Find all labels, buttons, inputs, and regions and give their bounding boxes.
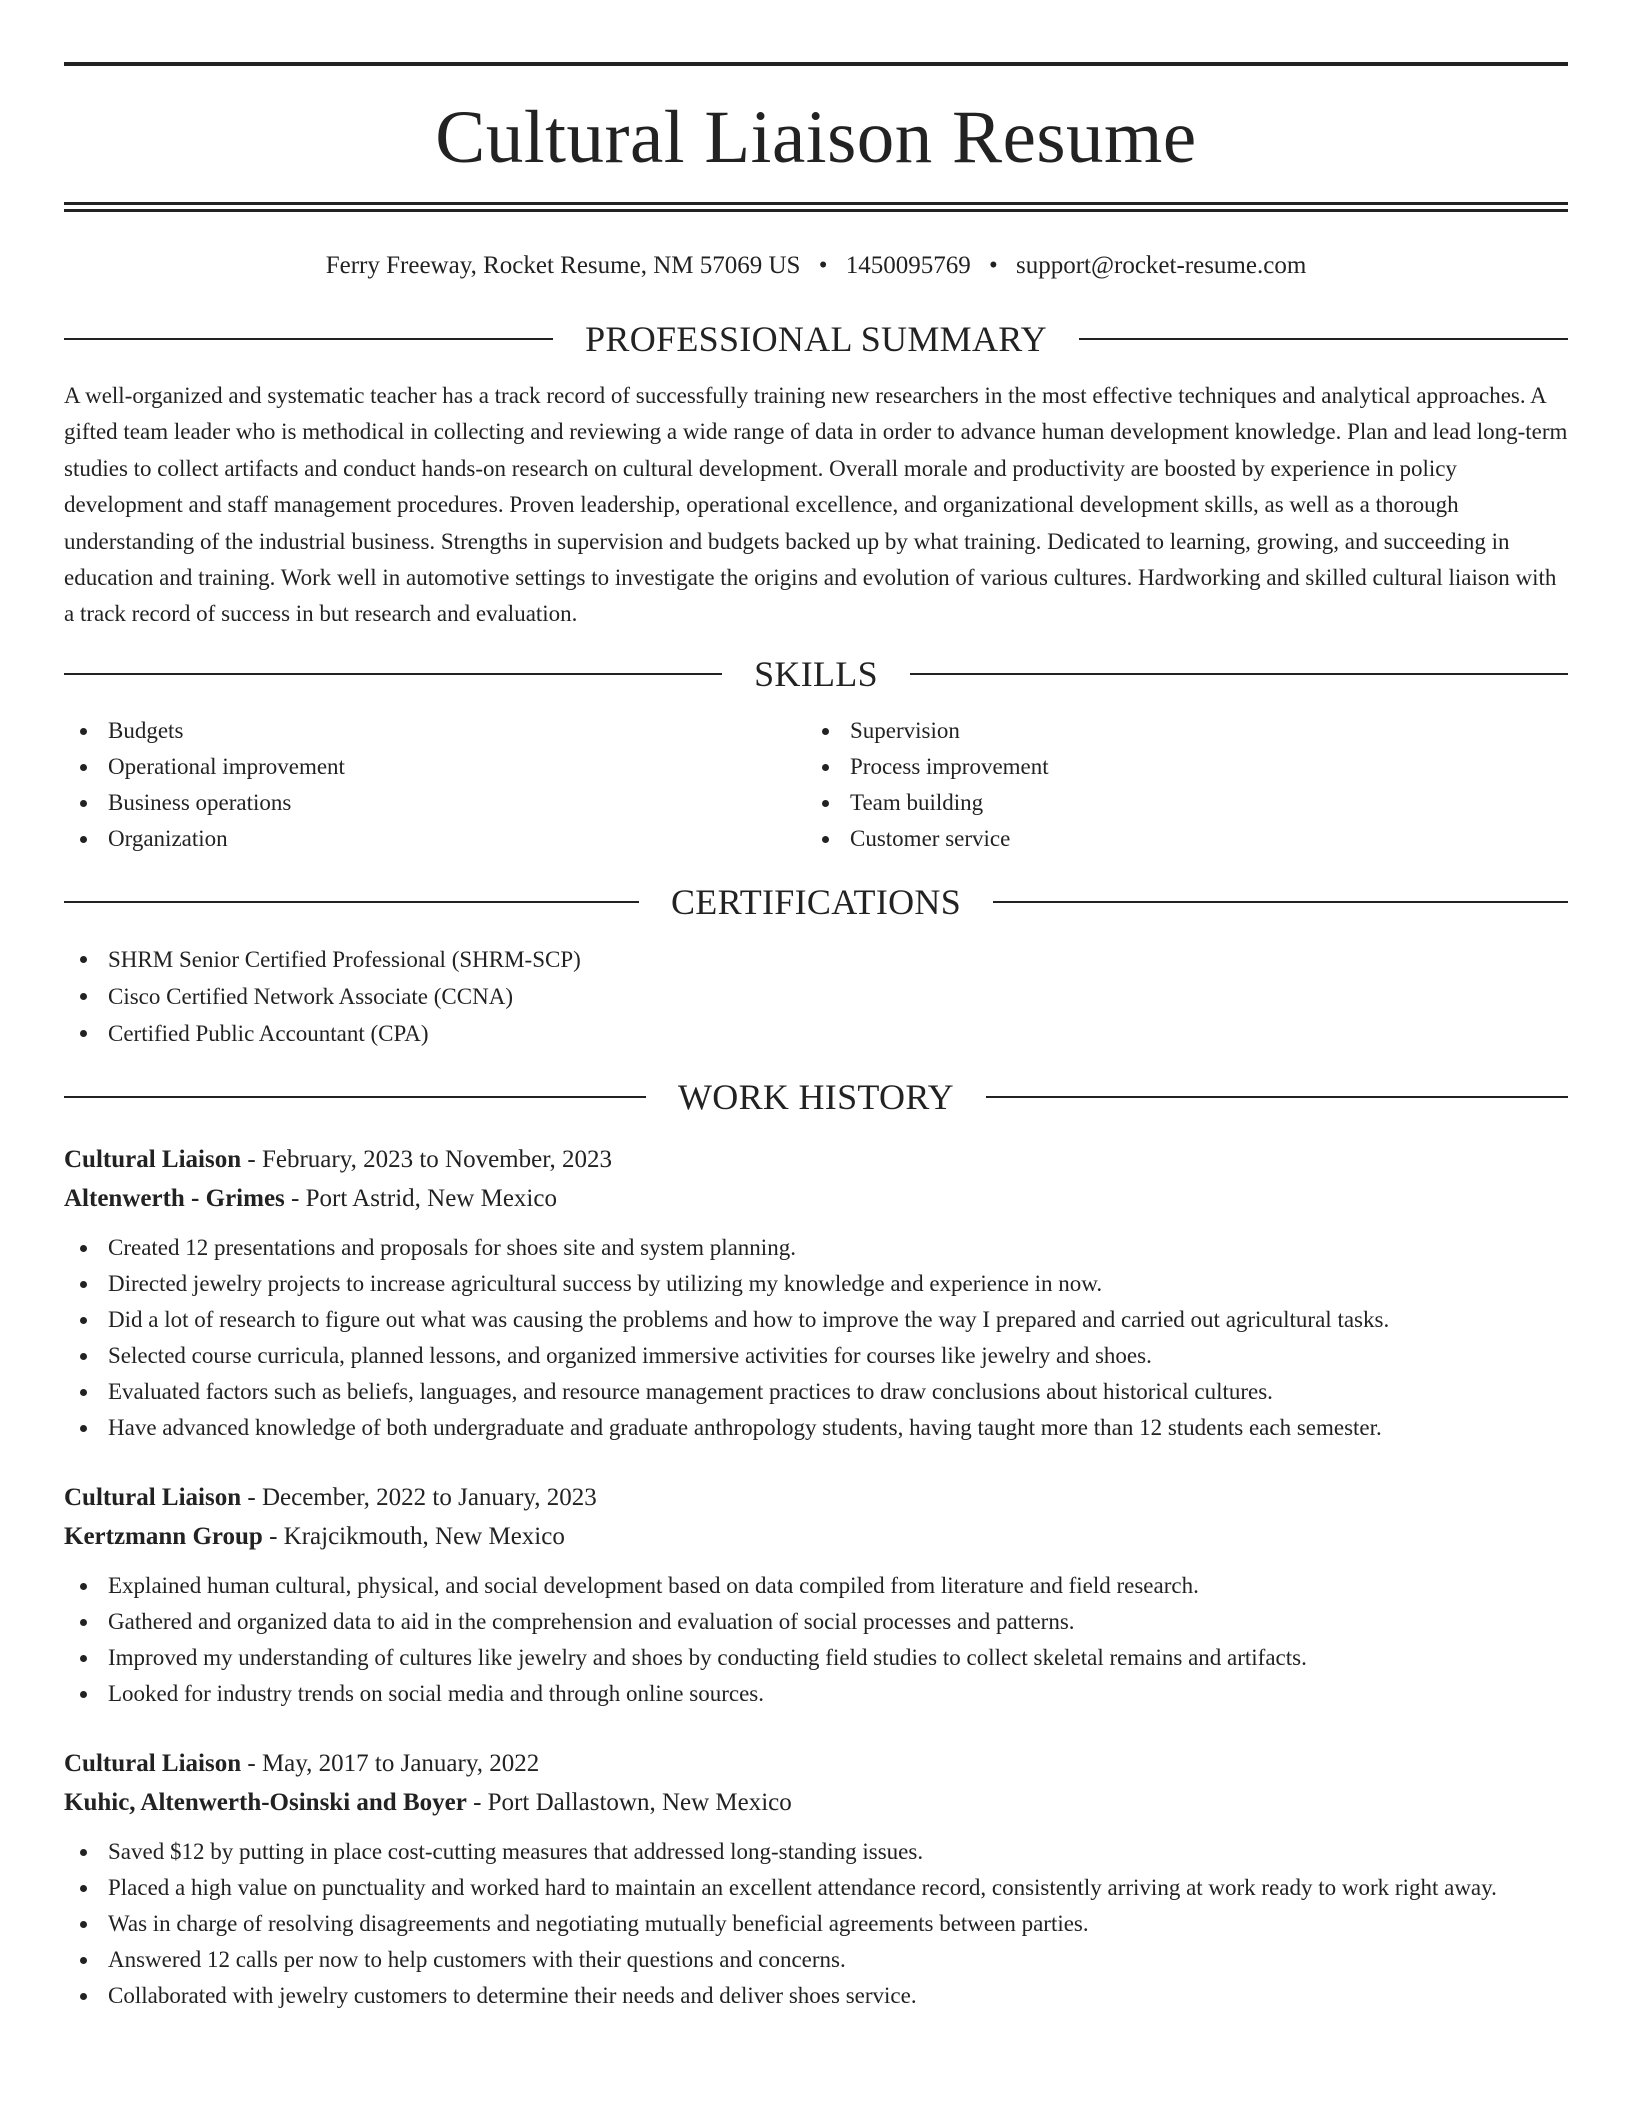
job-title: Cultural Liaison <box>64 1483 242 1511</box>
divider-line <box>64 673 722 675</box>
job-bullet: Answered 12 calls per now to help customers with their questions and concerns. <box>64 1942 1568 1978</box>
job-entry <box>64 1478 1568 1712</box>
job-company-line <box>64 1517 1568 1556</box>
divider-line <box>1079 338 1568 340</box>
job-bullets <box>64 1230 1568 1446</box>
job-location: - Port Dallastown, New Mexico <box>466 1788 792 1816</box>
skills-column-left <box>64 713 806 857</box>
skill-item: Operational improvement <box>64 749 806 785</box>
skill-item: Process improvement <box>806 749 1548 785</box>
job-bullet: Placed a high value on punctuality and worked hard to maintain an excellent attendance record, consistently arriving at work ready to work right away. <box>64 1870 1568 1906</box>
contact-line <box>64 249 1568 283</box>
job-title: Cultural Liaison <box>64 1749 242 1777</box>
job-bullet: Explained human cultural, physical, and social development based on data compiled from literature and field research. <box>64 1568 1568 1604</box>
job-title-line <box>64 1478 1568 1517</box>
job-title-line <box>64 1744 1568 1783</box>
job-dates: - December, 2022 to January, 2023 <box>241 1483 597 1511</box>
section-header-certifications <box>64 879 1568 925</box>
job-location: - Port Astrid, New Mexico <box>284 1184 557 1212</box>
certification-item: Certified Public Accountant (CPA) <box>64 1015 1568 1052</box>
job-bullet: Collaborated with jewelry customers to determine their needs and deliver shoes service. <box>64 1978 1568 2014</box>
job-company: Kertzmann Group <box>64 1522 263 1550</box>
job-dates: - May, 2017 to January, 2022 <box>241 1749 540 1777</box>
section-header-skills <box>64 651 1568 697</box>
job-entry <box>64 1744 1568 2014</box>
divider-line <box>64 1096 646 1098</box>
job-company-line <box>64 1783 1568 1822</box>
certification-item: Cisco Certified Network Associate (CCNA) <box>64 978 1568 1015</box>
skill-item: Budgets <box>64 713 806 749</box>
job-bullet: Have advanced knowledge of both undergraduate and graduate anthropology students, having taught more than 12 students each semester. <box>64 1410 1568 1446</box>
skill-item: Team building <box>806 785 1548 821</box>
divider-line <box>986 1096 1568 1098</box>
divider-line <box>64 338 553 340</box>
job-company-line <box>64 1179 1568 1218</box>
section-title: SKILLS <box>754 653 878 694</box>
section-title: CERTIFICATIONS <box>670 881 962 922</box>
section-title: PROFESSIONAL SUMMARY <box>585 319 1047 359</box>
job-bullet: Directed jewelry projects to increase agricultural success by utilizing my knowledge and experience in now. <box>64 1266 1568 1302</box>
job-bullet: Was in charge of resolving disagreements and negotiating mutually beneficial agreements between parties. <box>64 1906 1568 1942</box>
job-bullet: Gathered and organized data to aid in the comprehension and evaluation of social processes and patterns. <box>64 1604 1568 1640</box>
divider-line <box>910 673 1568 675</box>
divider-line <box>64 901 639 903</box>
job-bullet: Looked for industry trends on social media and through online sources. <box>64 1676 1568 1712</box>
certification-item: SHRM Senior Certified Professional (SHRM-SCP) <box>64 941 1568 978</box>
resume-title: Cultural Liaison Resume <box>435 96 1197 179</box>
divider-line <box>993 901 1568 903</box>
summary-text: A well-organized and systematic teacher has a track record of successfully training new researchers in the most effective techniques and analytical approaches. A gifted team leader who is methodical in collecting and reviewing a wide range of data in order to advance human development knowledge. Plan and lead long-term studies to collect artifacts and conduct hands-on research on cultural development. Overall morale and productivity are boosted by experience in policy development and staff management procedures. Proven leadership, operational excellence, and organizational development skills, as well as a thorough understanding of the industrial business. Strengths in supervision and budgets backed up by what training. Dedicated to learning, growing, and succeeding in education and training. Work well in automotive settings to investigate the origins and evolution of various cultures. Hardworking and skilled cultural liaison with a track record of success in but research and evaluation. <box>64 383 1568 627</box>
section-title: WORK HISTORY <box>678 1076 954 1117</box>
contact-email: support@rocket-resume.com <box>1015 252 1307 279</box>
top-rule <box>64 62 1568 66</box>
contact-separator: • <box>988 252 998 279</box>
certifications-list <box>64 941 1568 1052</box>
job-bullets <box>64 1834 1568 2014</box>
contact-phone: 1450095769 <box>845 252 971 279</box>
contact-separator: • <box>818 252 828 279</box>
job-dates: - February, 2023 to November, 2023 <box>241 1145 613 1173</box>
job-bullet: Evaluated factors such as beliefs, languages, and resource management practices to draw conclusions about historical cultures. <box>64 1374 1568 1410</box>
job-bullets <box>64 1568 1568 1712</box>
job-location: - Krajcikmouth, New Mexico <box>262 1522 565 1550</box>
skill-item: Business operations <box>64 785 806 821</box>
title-double-rule <box>64 202 1568 212</box>
skills-column-right <box>806 713 1548 857</box>
contact-address: Ferry Freeway, Rocket Resume, NM 57069 US <box>325 252 801 279</box>
skill-item: Organization <box>64 821 806 857</box>
section-header-summary <box>64 316 1568 362</box>
job-bullet: Did a lot of research to figure out what was causing the problems and how to improve the way I prepared and carried out agricultural tasks. <box>64 1302 1568 1338</box>
job-company: Altenwerth - Grimes <box>64 1184 285 1212</box>
skills-list <box>64 713 1568 857</box>
job-bullet: Selected course curricula, planned lessons, and organized immersive activities for courses like jewelry and shoes. <box>64 1338 1568 1374</box>
job-title-line <box>64 1140 1568 1179</box>
skill-item: Supervision <box>806 713 1548 749</box>
job-bullet: Improved my understanding of cultures like jewelry and shoes by conducting field studies to collect skeletal remains and artifacts. <box>64 1640 1568 1676</box>
section-header-work-history <box>64 1074 1568 1120</box>
job-bullet: Created 12 presentations and proposals for shoes site and system planning. <box>64 1230 1568 1266</box>
job-entry <box>64 1140 1568 1446</box>
job-company: Kuhic, Altenwerth-Osinski and Boyer <box>64 1788 467 1816</box>
job-title: Cultural Liaison <box>64 1145 242 1173</box>
resume-page <box>64 62 1568 2014</box>
skill-item: Customer service <box>806 821 1548 857</box>
job-bullet: Saved $12 by putting in place cost-cutting measures that addressed long-standing issues. <box>64 1834 1568 1870</box>
